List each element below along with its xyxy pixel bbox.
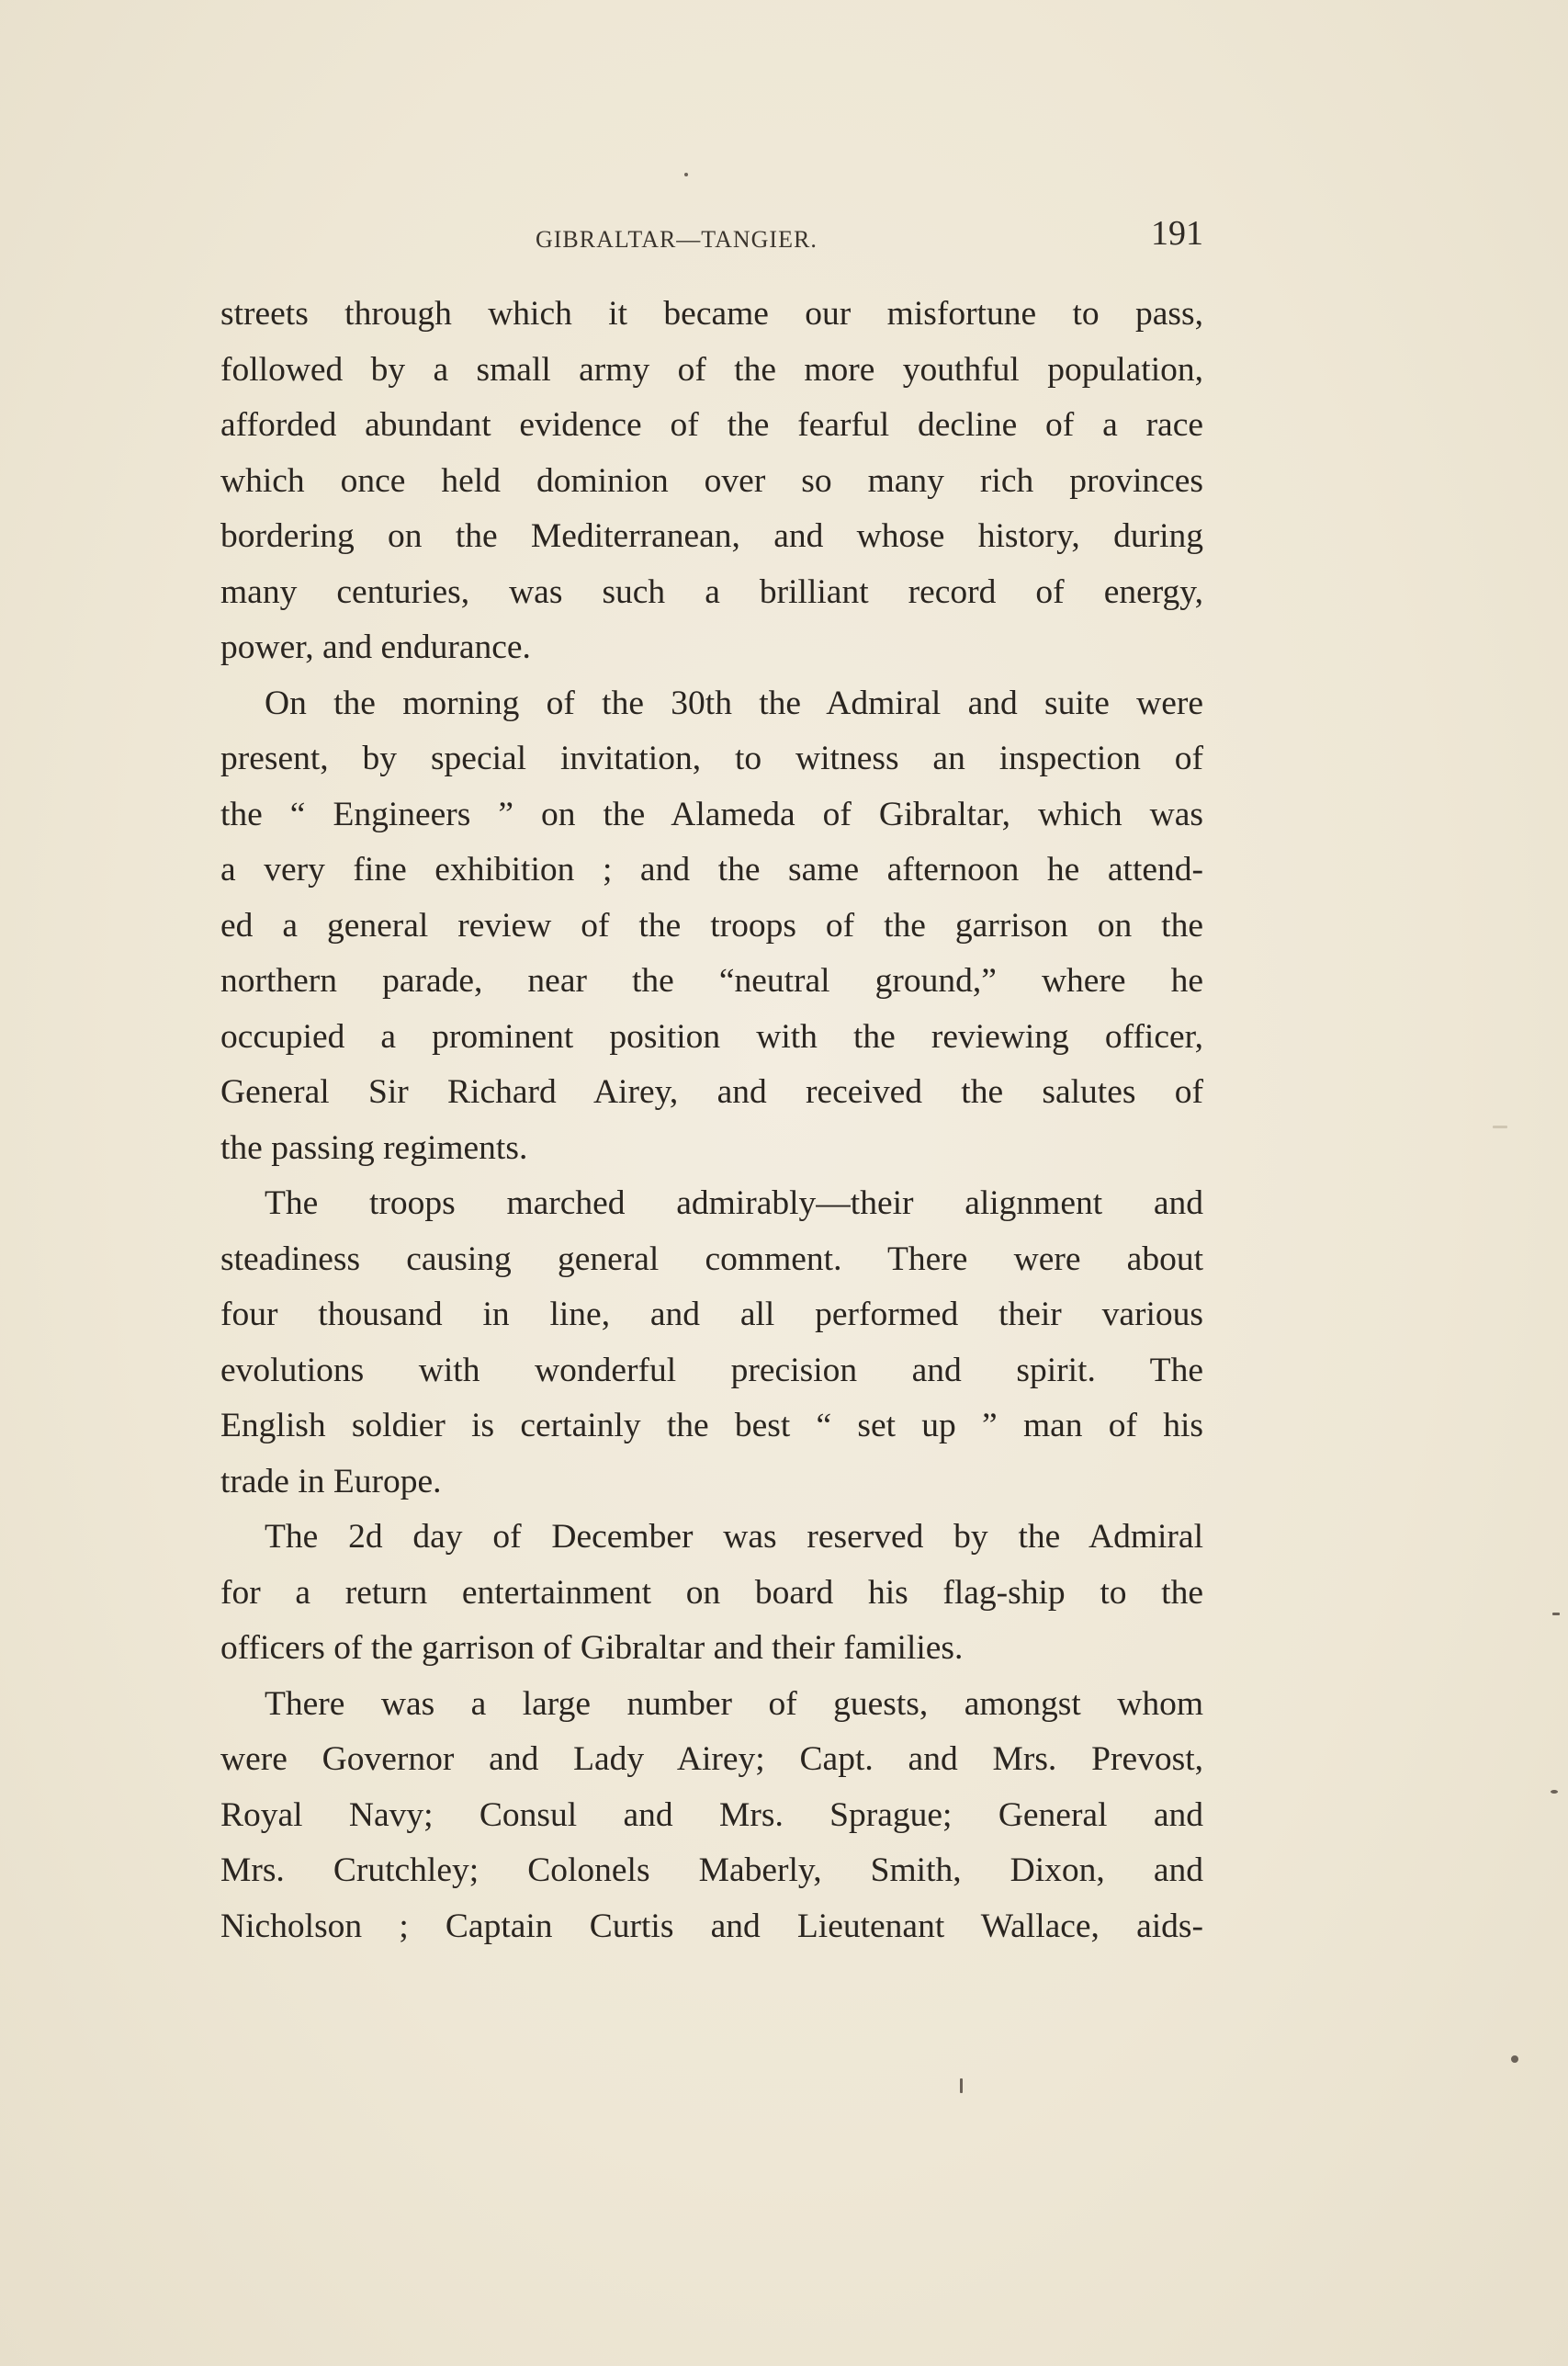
text-line: afforded abundant evidence of the fearful decline of a race xyxy=(220,406,1203,444)
page-number: 191 xyxy=(1151,214,1203,253)
paragraph-first-line: The 2d day of December was reserved by the Admiral xyxy=(265,1518,1203,1556)
text-line: trade in Europe. xyxy=(220,1462,442,1500)
text-line: northern parade, near the “neutral ground,” where he xyxy=(220,962,1203,1000)
text-line: evolutions with wonderful precision and spirit. The xyxy=(220,1351,1203,1389)
paper-speck xyxy=(1552,1613,1560,1615)
paper-speck xyxy=(1511,2055,1518,2063)
text-line: were Governor and Lady Airey; Capt. and Mrs. Prevost, xyxy=(220,1740,1203,1778)
paper-speck xyxy=(960,2078,963,2093)
text-line: the “ Engineers ” on the Alameda of Gibraltar, which was xyxy=(220,795,1203,833)
running-title: GIBRALTAR—TANGIER. xyxy=(536,226,818,253)
text-line: four thousand in line, and all performed their various xyxy=(220,1296,1203,1333)
text-line: power, and endurance. xyxy=(220,628,531,666)
text-line: the passing regiments. xyxy=(220,1128,528,1167)
paper-speck xyxy=(684,173,688,176)
paper-speck xyxy=(1493,1126,1507,1128)
paragraph-first-line: On the morning of the 30th the Admiral and suite were xyxy=(265,684,1203,722)
text-line: ed a general review of the troops of the garrison on the xyxy=(220,906,1203,945)
text-line: officers of the garrison of Gibraltar and their families. xyxy=(220,1629,964,1667)
paper-speck xyxy=(1551,1790,1558,1794)
page-header xyxy=(219,213,1203,268)
text-line: Nicholson ; Captain Curtis and Lieutenant Wallace, aids- xyxy=(220,1907,1203,1945)
paragraph-first-line: There was a large number of guests, amongst whom xyxy=(265,1684,1203,1723)
text-line: for a return entertainment on board his flag-ship to the xyxy=(220,1573,1203,1612)
text-line: Mrs. Crutchley; Colonels Maberly, Smith, Dixon, and xyxy=(220,1851,1203,1889)
text-line: steadiness causing general comment. There were about xyxy=(220,1240,1203,1278)
paragraph-first-line: The troops marched admirably—their alignment and xyxy=(265,1184,1203,1222)
text-line: many centuries, was such a brilliant record of energy, xyxy=(220,572,1203,611)
text-line: occupied a prominent position with the reviewing officer, xyxy=(220,1017,1203,1056)
text-line: bordering on the Mediterranean, and whose history, during xyxy=(220,517,1203,555)
text-line: streets through which it became our misfortune to pass, xyxy=(220,295,1203,333)
text-line: a very fine exhibition ; and the same afternoon he attend- xyxy=(220,851,1203,889)
text-line: which once held dominion over so many rich provinces xyxy=(220,461,1203,500)
text-line: followed by a small army of the more youthful population, xyxy=(220,350,1203,389)
text-line: Royal Navy; Consul and Mrs. Sprague; General and xyxy=(220,1795,1203,1834)
text-line: English soldier is certainly the best “ set up ” man of his xyxy=(220,1407,1203,1444)
text-line: General Sir Richard Airey, and received the salutes of xyxy=(220,1073,1203,1111)
body-text xyxy=(220,287,1203,1954)
text-line: present, by special invitation, to witness an inspection of xyxy=(220,740,1203,777)
